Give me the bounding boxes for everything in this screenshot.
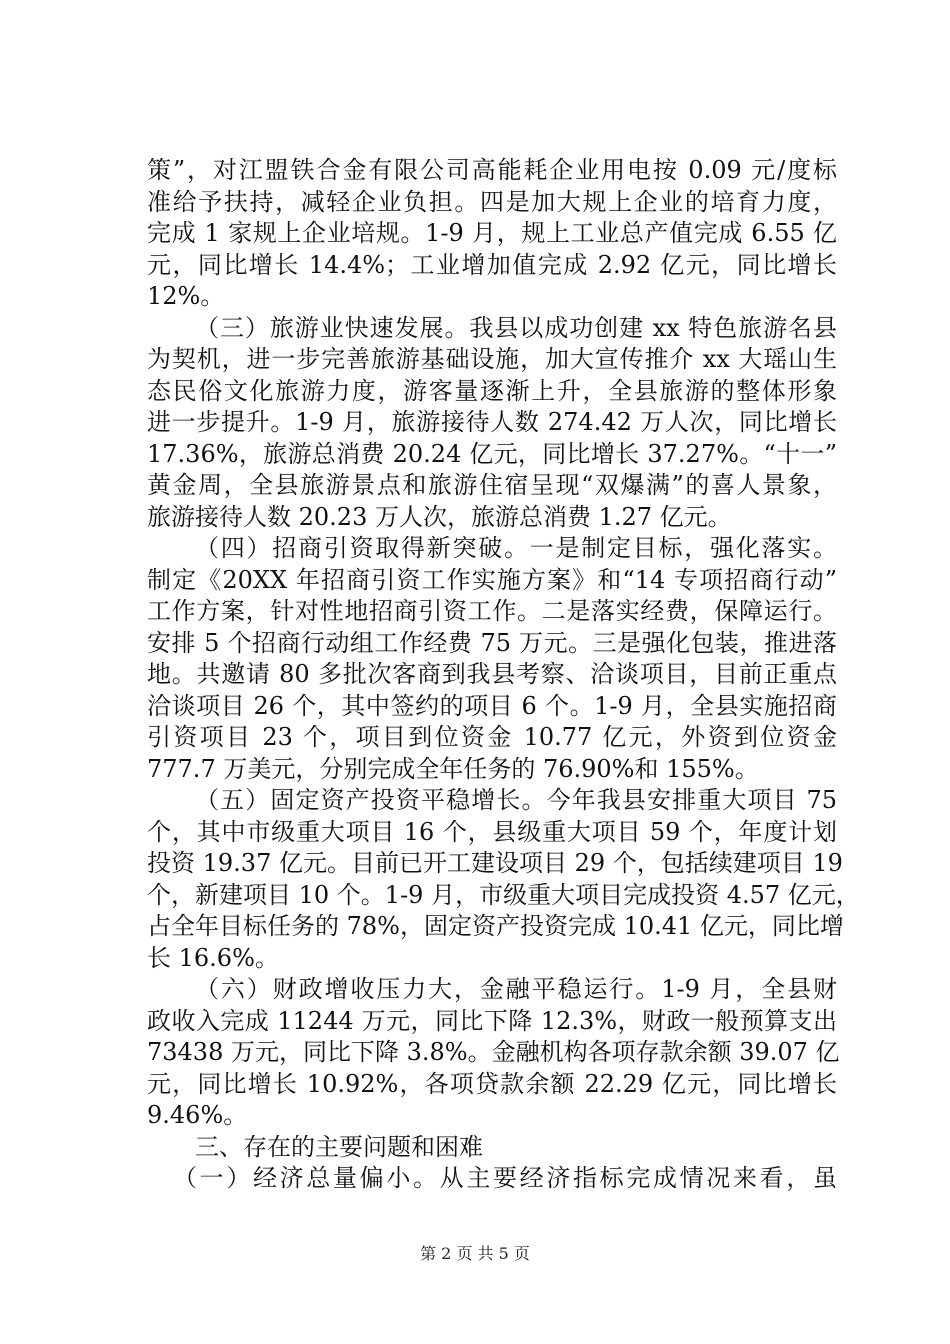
text-line: 个，新建项目 10 个。1-9 月，市级重大项目完成投资 4.57 亿元， [147,880,860,909]
text-line: 三、存在的主要问题和困难 [195,1132,483,1161]
text-line: 占全年目标任务的 78%，固定资产投资完成 10.41 亿元，同比增 [147,912,844,940]
text-line: 个，其中市级重大项目 16 个，县级重大项目 59 个，年度计划 [147,817,837,846]
text-line: 引资项目 23 个，项目到位资金 10.77 亿元，外资到位资金 [147,723,837,751]
text-line: 态民俗文化旅游力度，游客量逐渐上升，全县旅游的整体形象 [147,376,837,405]
text-line: 完成 1 家规上企业培规。1-9 月，规上工业总产值完成 6.55 亿 [147,219,837,247]
text-line: （六）财政增收压力大，金融平稳运行。1-9 月，全县财 [195,975,837,1003]
text-line: 为契机，进一步完善旅游基础设施，加大宣传推介 xx 大瑶山生 [147,345,837,373]
text-line: 准给予扶持，减轻企业负担。四是加大规上企业的培育力度， [147,187,837,216]
text-line: 地。共邀请 80 多批次客商到我县考察、洽谈项目，目前正重点 [147,660,837,688]
text-line: 工作方案，针对性地招商引资工作。二是落实经费，保障运行。 [147,597,837,625]
text-line: 策”，对江盟铁合金有限公司高能耗企业用电按 0.09 元/度标 [147,156,837,184]
text-line: 73438 万元，同比下降 3.8%。金融机构各项存款余额 39.07 亿 [147,1038,840,1066]
text-line: 元，同比增长 14.4%；工业增加值完成 2.92 亿元，同比增长 [147,250,837,279]
text-line: （四）招商引资取得新突破。一是制定目标，强化落实。 [195,534,837,562]
text-line: （五）固定资产投资平稳增长。今年我县安排重大项目 75 [195,786,837,814]
document-body [147,155,860,1195]
text-line: 17.36%，旅游总消费 20.24 亿元，同比增长 37.27%。“十一” [147,439,837,468]
text-line: 投资 19.37 亿元。目前已开工建设项目 29 个，包括续建项目 19 [147,849,843,877]
text-line: 政收入完成 11244 万元，同比下降 12.3%，财政一般预算支出 [147,1006,837,1035]
text-line: 安排 5 个招商行动组工作经费 75 万元。三是强化包装，推进落 [147,628,837,657]
text-line: 旅游接待人数 20.23 万人次，旅游总消费 1.27 亿元。 [147,502,732,531]
text-line: 元，同比增长 10.92%，各项贷款余额 22.29 亿元，同比增长 [147,1069,837,1098]
page-footer: 第 2 页 共 5 页 [420,1244,530,1263]
text-line: 进一步提升。1-9 月，旅游接待人数 274.42 万人次，同比增长 [147,408,837,436]
text-line: 长 16.6%。 [147,943,279,972]
text-line: 12%。 [147,282,225,310]
text-line: 9.46%。 [147,1101,248,1129]
text-line: （三）旅游业快速发展。我县以成功创建 xx 特色旅游名县 [195,313,837,342]
text-line: （一）经济总量偏小。从主要经济指标完成情况来看，虽 [173,1164,837,1192]
text-line: 777.7 万美元，分别完成全年任务的 76.90%和 155%。 [147,754,759,783]
text-line: 制定《20XX 年招商引资工作实施方案》和“14 专项招商行动” [147,565,837,594]
text-line: 黄金周，全县旅游景点和旅游住宿呈现“双爆满”的喜人景象， [147,471,837,499]
text-line: 洽谈项目 26 个，其中签约的项目 6 个。1-9 月，全县实施招商 [147,691,837,720]
